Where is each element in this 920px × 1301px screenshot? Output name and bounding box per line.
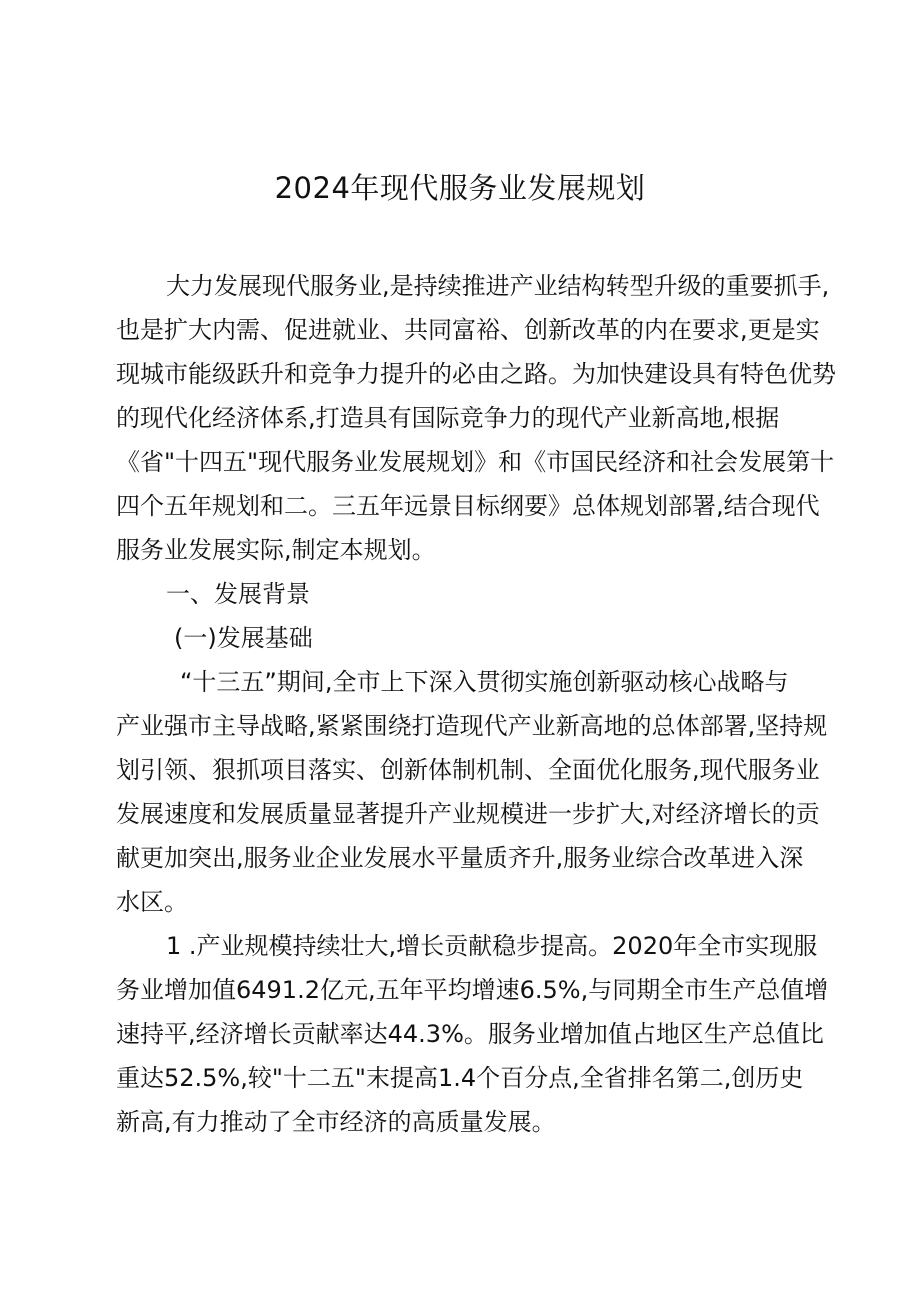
paragraph-line: 新高,有力推动了全市经济的高质量发展。: [116, 1108, 556, 1136]
paragraph-line: 发展速度和发展质量显著提升产业规模进一步扩大,对经济增长的贡: [116, 800, 820, 828]
paragraph-line: 《省"十四五"现代服务业发展规划》和《市国民经济和社会发展第十: [116, 448, 835, 476]
paragraph-line: 水区。: [116, 888, 188, 916]
paragraph-line: 1 .产业规模持续壮大,增长贡献稳步提高。2020年全市实现服: [166, 932, 818, 960]
paragraph-line: 献更加突出,服务业企业发展水平量质齐升,服务业综合改革进入深: [116, 844, 804, 872]
paragraph-line: 服务业发展实际,制定本规划。: [116, 536, 436, 564]
document-body: [116, 264, 836, 1144]
document-title: 2024年现代服务业发展规划: [274, 171, 646, 205]
paragraph-line: 四个五年规划和二。三五年远景目标纲要》总体规划部署,结合现代: [116, 492, 820, 520]
paragraph-line: 现城市能级跃升和竞争力提升的必由之路。为加快建设具有特色优势: [116, 360, 836, 388]
paragraph-line: 的现代化经济体系,打造具有国际竞争力的现代产业新高地,根据: [116, 404, 780, 432]
paragraph-line: 也是扩大内需、促进就业、共同富裕、创新改革的内在要求,更是实: [116, 316, 820, 344]
paragraph-line: 产业强市主导战略,紧紧围绕打造现代产业新高地的总体部署,坚持规: [116, 712, 828, 740]
industry-scale-paragraph: [116, 924, 829, 1144]
paragraph-line: 重达52.5%,较"十二五"末提高1.4个百分点,全省排名第二,创历史: [116, 1064, 804, 1092]
development-foundation-paragraph: [116, 660, 828, 924]
paragraph-line: 务业增加值6491.2亿元,五年平均增速6.5%,与同期全市生产总值增: [116, 976, 829, 1004]
paragraph-line: 划引领、狠抓项目落实、创新体制机制、全面优化服务,现代服务业: [116, 756, 820, 784]
paragraph-line: “十三五”期间,全市上下深入贯彻实施创新驱动核心战略与: [180, 668, 789, 696]
intro-paragraph: [116, 264, 836, 572]
paragraph-line: 速持平,经济增长贡献率达44.3%。服务业增加值占地区生产总值比: [116, 1020, 824, 1048]
section-heading: 一、发展背景: [166, 580, 310, 608]
paragraph-line: 大力发展现代服务业,是持续推进产业结构转型升级的重要抓手,: [166, 272, 830, 300]
subsection-heading: (一)发展基础: [174, 624, 313, 652]
